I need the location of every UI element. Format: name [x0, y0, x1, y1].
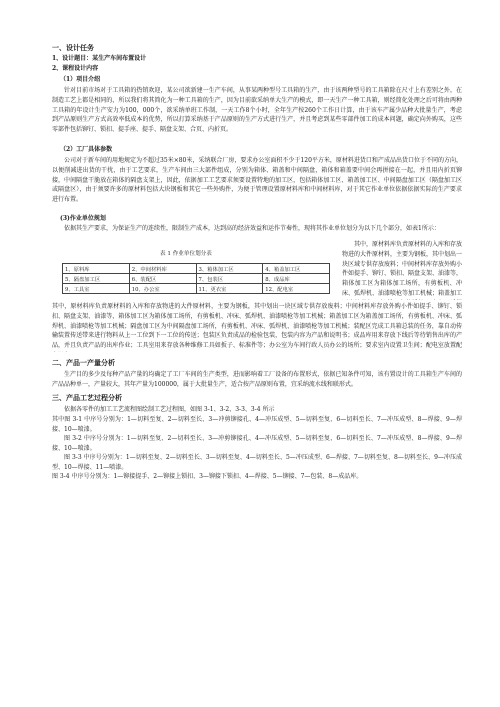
table-cell: 6、装配区 — [129, 274, 196, 284]
section-2-title: 二、产品一产量分析 — [52, 359, 115, 367]
unit-planning-heading: (3)作业单位规划 — [60, 215, 106, 222]
figure-3-4-legend: 图 3-4 中序号分别为：1—铆接提手、2—铆接上锁扣、3—铆接下锁扣、4—焊接、5—铆接、7—包装、8—成品库。 — [52, 473, 363, 480]
section-1-title: 一、设计任务 — [52, 44, 94, 52]
table-cell: 9、工具室 — [63, 284, 130, 294]
unit-description-continued: 其中，原材料库负责原材料的入库和存放物进的大件原材料，主要为钢板，其中划出一块区域专供存放废料；中间材料库存放外购小件如提手、铆钉、锁扣、隔盘支架、油漆等，箱体加工区为箱体加工场所，有剪板机、冲床、弧焊机、油漆喷枪等加工机械；箱盖加工区为箱盖加工场所，有剪板机、冲床、弧焊机、油漆喷枪等加工机械；隔盘加工区为中间隔盘加工场所，有剪板机、冲床、弧焊机、油漆喷枪等加工机械；装配区完成工具箱总装的任务，靠自动传输装置传送带来进行物料从上一工位到下一工位的传送；包装区负责成品的检验包装，包装内容为产品和说明书；成品库用来存放下线后等待销售出库的产品，并且负责产品的出库作业；工具室用来存放各种维修工具如扳子、标准件等；办公室为车间行政人员办公的场所；要求室内设置卫生间；配电室放置配 — [52, 303, 462, 350]
factory-params-paragraph: 公司对于新车间的用地规定为不超过35米×80米，采纳联合厂房，要求办公室面积不少于120平方米，原材料进货口和产成品出货口位于不同的方向，以便削减进出货的干扰，由于工艺要求，生产车间由三大部件组成，分别为箱体、箱盖和中间隔盘，箱体和箱盖要中间会再拼接在一起，并且用内折页铆接，中间隔盘干脆放在箱体的隔盘支架上，因此，依据加工工艺要求须要设置特地的加工区，包括箱体加工区、箱盖加工区、中间隔盘加工区（隔盘加工区或隔盘区），由于须要许多的原材料包括大块钢板和其它一些外购件，为便于管理设置原材料库和中间材料库，对于其它作业单位依据依据实际的生产要求进行布置。 — [52, 157, 462, 204]
table-row — [63, 284, 330, 294]
unit-description-side: 其中，原材料库负责原材料的入库和存放物进的大件原材料，主要为钢板，其中划出一块区域专供存放废料；中间材料库存放外购小件如提手、铆钉、锁扣、隔盘支架、油漆等，箱体加工区为箱体加工场所，有剪板机、冲床、弧焊机、油漆喷枪等加工机械；箱盖加工 — [342, 241, 462, 297]
process-intro: 依据各零件的加工工艺流程图绘制工艺过程图，如图 3-1、3-2、3-3、3-4 所示 — [64, 406, 275, 413]
table-caption: 表 1 作业单位划分表 — [160, 251, 212, 257]
product-output-paragraph: 生产目的多少及每种产品产量的均确定了工厂车间的生产类型，进而影响着工厂设备的布置形式，依据已知条件可知，该有置设计的工具箱生产车间的产品品种单一，产量较大，其年产量为100000，属于大批量生产，适合按产品原则布置，宜采纳流水线和联形式。 — [52, 371, 462, 388]
table-cell: 1、原料库 — [63, 264, 130, 274]
table-cell: 3、箱体加工区 — [196, 264, 263, 274]
unit-planning-paragraph: 依据其生产要求，为保证生产的连续性，限制生产成本，达到高的经济效益和运作节奏性，现将其作业单位划分为以下几个部分，如表1所示： — [64, 225, 440, 232]
course-content-heading: 2、课程设计内容 — [52, 65, 99, 72]
table-cell: 4、箱盖加工区 — [263, 264, 330, 274]
table-row — [63, 274, 330, 284]
table-row — [63, 264, 330, 274]
table-cell: 11、更衣室 — [196, 284, 263, 294]
table-cell: 8、成品库 — [263, 274, 330, 284]
unit-division-table — [62, 263, 330, 294]
design-topic: 1、设计题目：某生产车间布置设计 — [52, 55, 147, 62]
project-intro-heading: （1）项目介绍 — [60, 76, 101, 83]
section-3-title: 三、产品工艺过程分析 — [52, 394, 122, 402]
figure-3-2-legend: 图 3-2 中序号分别为：1—切料至复、2—切料至长、3—冲剪铆接孔、4—冲压成型、5—切料至复、6—切料至长、7—冲压成型、8—焊接、9—焊接、10—喷漆。 — [52, 435, 462, 452]
table-cell: 5、隔盘加工区 — [63, 274, 130, 284]
figure-3-1-legend: 其中图 3-1 中序号分别为：1—切料至复、2—切料至长、3—冲剪铆接孔、4—冲压成型、5—切料至复、6—切料至长、7—冲压成型、8—焊接、9—焊接、10—喷漆。 — [52, 416, 462, 433]
table-cell: 10、办公室 — [129, 284, 196, 294]
table-cell: 2、中间材料库 — [129, 264, 196, 274]
project-intro-paragraph: 针对目前市场对于工具箱的热销欢迎，某公司欲新建一生产车间，从事某两种型号工具箱的生产，由于该两种型号的工具箱除在尺寸上有差别之外，在制造工艺上都是相同的，所以我们将其简化为一种工具箱的生产，因为目前欲采纳单大生产的模式，即一天生产一种工具箱，则经简化处理之后可将由两种工具箱的年设计生产安力为100，000个，欲采纳单班工作制，一天工作8个小时，全年生产按260个工作日计算，由于该车产属少品种大批量生产，考虑到产品原则生产方式高效率低成本的优势，所以打算采纳基于产品原则的生产方式进行生产，并且考虑到某些零部件加工的成本问题，确定向外购买，这些零部件包括铆钉、锁扣、提手座、提手、隔盘支架、合页、内折页。 — [52, 87, 462, 134]
factory-params-heading: （2）工厂具体参数 — [60, 146, 113, 153]
table-cell: 7、包装区 — [196, 274, 263, 284]
figure-3-3-legend: 图 3-3 中序号分别为：1—切料至复、2—切料至长、3—切料至复、4—切料至长、5—冲压成型、6—焊接、7—切料至复、8—切料至长、9—冲压成型、10—焊接、11—喷漆。 — [52, 454, 462, 471]
table-cell: 12、配电室 — [263, 284, 330, 294]
